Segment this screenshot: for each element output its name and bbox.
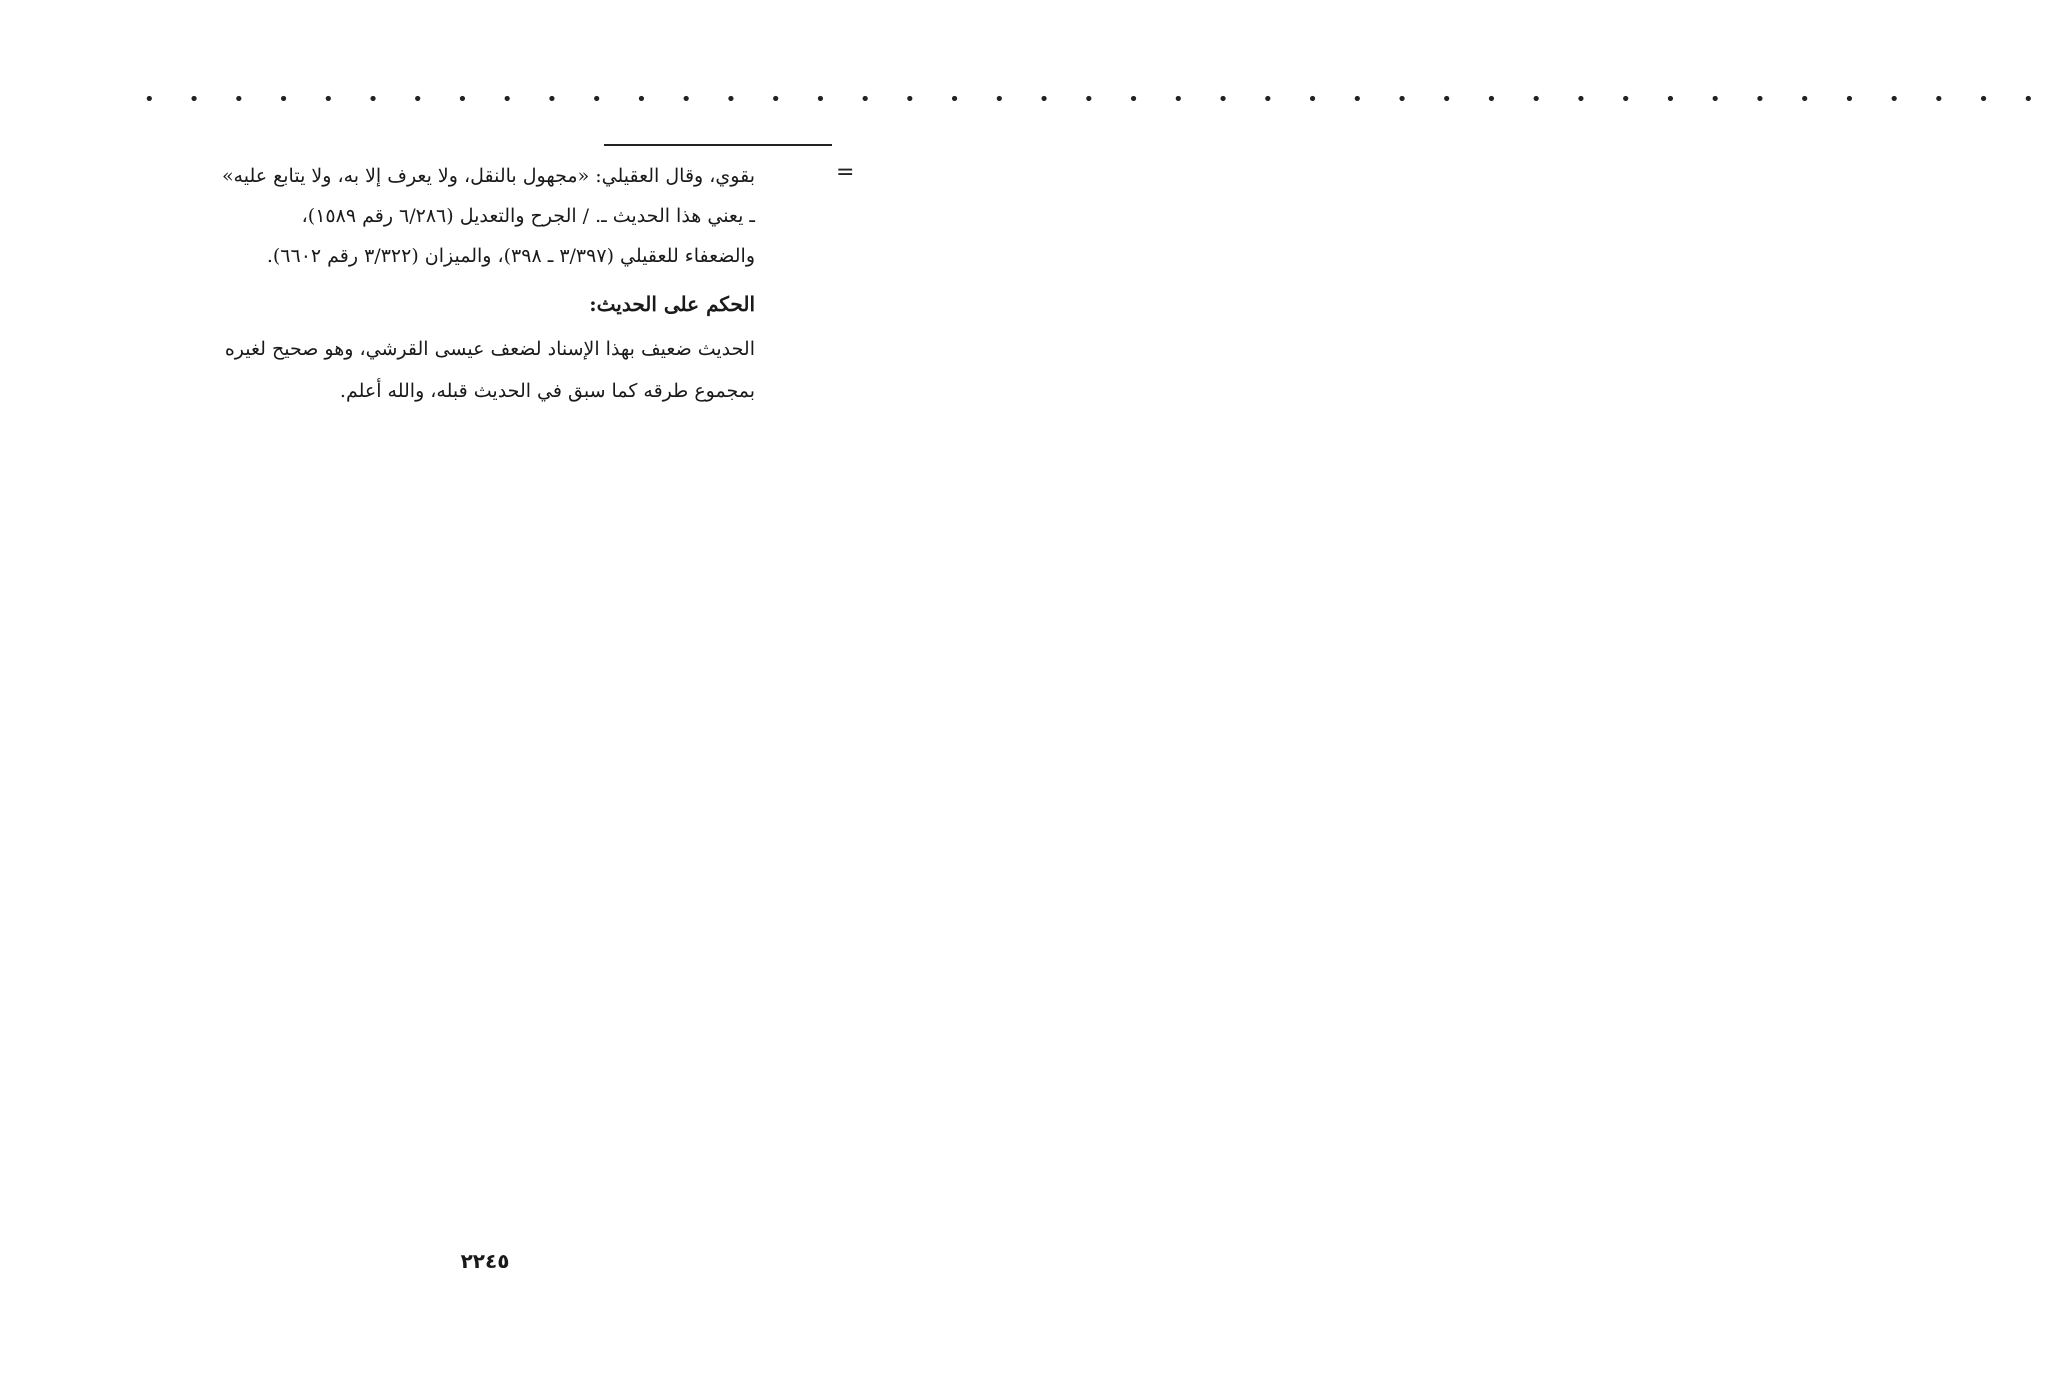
verdict-line-1: الحديث ضعيف بهذا الإسناد لضعف عيسى القرشي، وهو صحيح لغيره <box>224 338 755 360</box>
verdict-line-2: بمجموع طرقه كما سبق في الحديث قبله، والله أعلم. <box>339 380 755 402</box>
dotted-separator: • • • • • • • • • • • • • • • • • • • • • • • • • • • • • • • • • • • • • • • • • • • <box>144 89 2048 110</box>
verdict-paragraph <box>137 328 755 412</box>
footnote-divider-line <box>604 144 832 146</box>
footnote-line-2: ـ يعني هذا الحديث ـ. / الجرح والتعديل (٦/٢٨٦ رقم ١٥٨٩)، <box>301 205 755 227</box>
section-heading: الحكم على الحديث: <box>589 292 755 316</box>
footnote-continuation-mark: = <box>836 160 855 185</box>
page-number: ٢٢٤٥ <box>460 1249 510 1273</box>
footnote-line-1: بقوي، وقال العقيلي: «مجهول بالنقل، ولا يعرف إلا به، ولا يتابع عليه» <box>221 165 755 187</box>
footnote-line-3: والضعفاء للعقيلي (٣/٣٩٧ ـ ٣٩٨)، والميزان (٣/٣٢٢ رقم ٦٦٠٢). <box>266 245 755 267</box>
footnote-block <box>137 156 755 276</box>
